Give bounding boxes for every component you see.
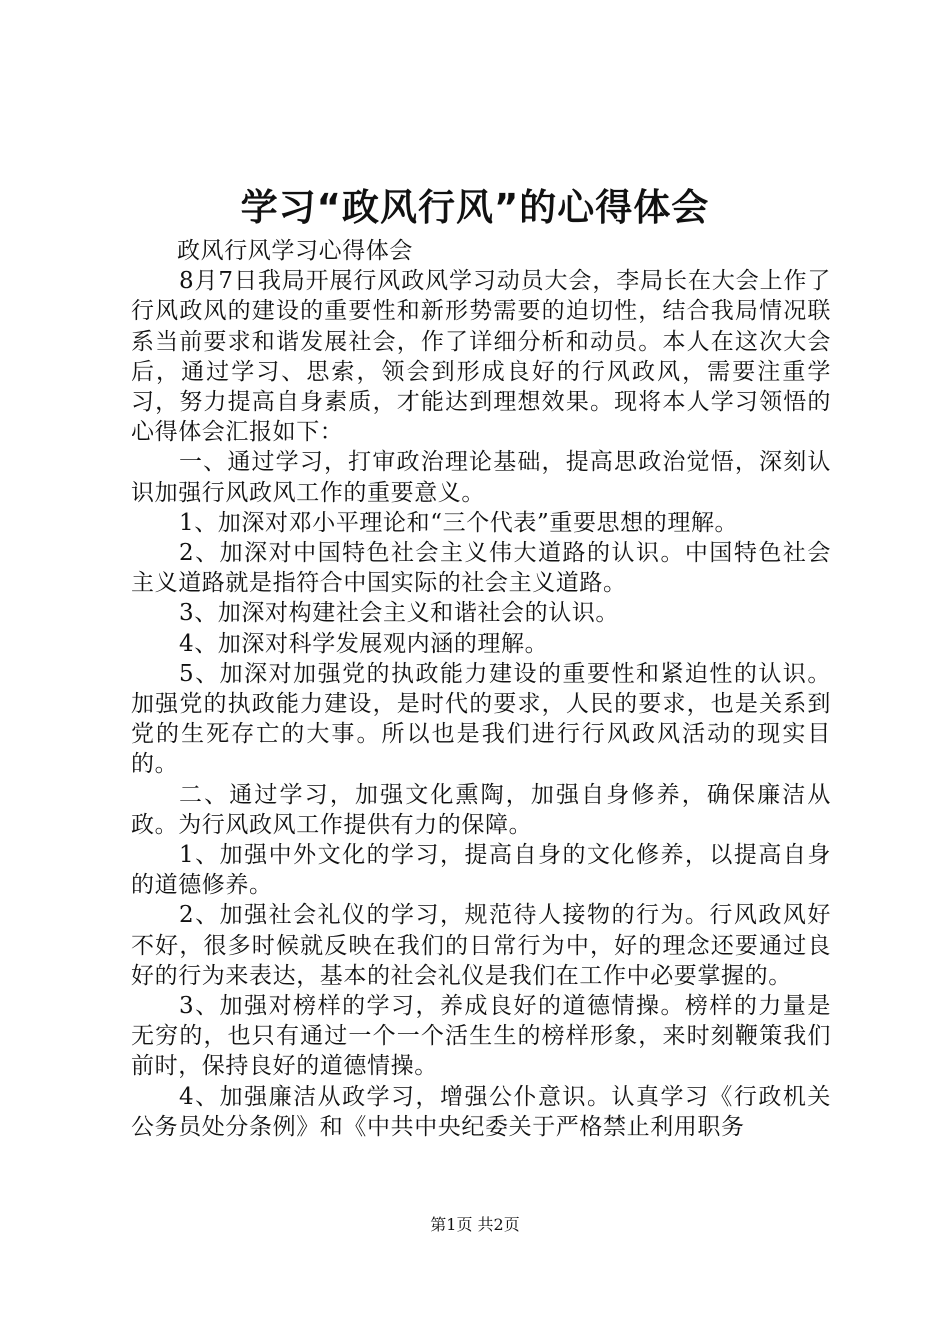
- page-footer: 第1页 共2页: [430, 1215, 520, 1234]
- paragraph-list-item: 2、加强社会礼仪的学习，规范待人接物的行为。行风政风好不好，很多时候就反映在我们的日常行为中，好的理念还要通过良好的行为来表达，基本的社会礼仪是我们在工作中必要掌握的。: [131, 902, 831, 989]
- paragraph-list-item: 5、加深对加强党的执政能力建设的重要性和紧迫性的认识。加强党的执政能力建设，是时代的要求，人民的要求，也是关系到党的生死存亡的大事。所以也是我们进行行风政风活动的现实目的。: [131, 660, 831, 778]
- paragraph-list-item: 1、加强中外文化的学习，提高自身的文化修养，以提高自身的道德修养。: [131, 842, 831, 899]
- paragraph-list-item: 4、加强廉洁从政学习，增强公仆意识。认真学习《行政机关公务员处分条例》和《中共中央纪委关于严格禁止利用职务: [131, 1083, 831, 1140]
- paragraph-list-item: 4、加深对科学发展观内涵的理解。: [179, 630, 549, 657]
- document-body: [131, 236, 831, 1142]
- paragraph: 8月7日我局开展行风政风学习动员大会，李局长在大会上作了行风政风的建设的重要性和新形势需要的迫切性，结合我局情况联系当前要求和谐发展社会，作了详细分析和动员。本人在这次大会后，通过学习、思索，领会到形成良好的行风政风，需要注重学习，努力提高自身素质，才能达到理想效果。现将本人学习领悟的心得体会汇报如下：: [131, 268, 831, 446]
- paragraph-list-item: 2、加深对中国特色社会主义伟大道路的认识。中国特色社会主义道路就是指符合中国实际的社会主义道路。: [131, 540, 831, 597]
- paragraph-section-heading: 一、通过学习，打审政治理论基础，提高思政治觉悟，深刻认识加强行风政风工作的重要意义。: [131, 449, 831, 506]
- paragraph-list-item: 3、加强对榜样的学习，养成良好的道德情操。榜样的力量是无穷的，也只有通过一个一个活生生的榜样形象，来时刻鞭策我们前时，保持良好的道德情操。: [131, 993, 831, 1080]
- paragraph-list-item: 3、加深对构建社会主义和谐社会的认识。: [179, 600, 620, 627]
- paragraph-subtitle: 政风行风学习心得体会: [177, 238, 413, 264]
- paragraph-section-heading: 二、通过学习，加强文化熏陶，加强自身修养，确保廉洁从政。为行风政风工作提供有力的保障。: [131, 781, 831, 838]
- document-title: 学习“政风行风”的心得体会: [240, 186, 710, 229]
- paragraph-list-item: 1、加深对邓小平理论和“三个代表”重要思想的理解。: [179, 509, 739, 536]
